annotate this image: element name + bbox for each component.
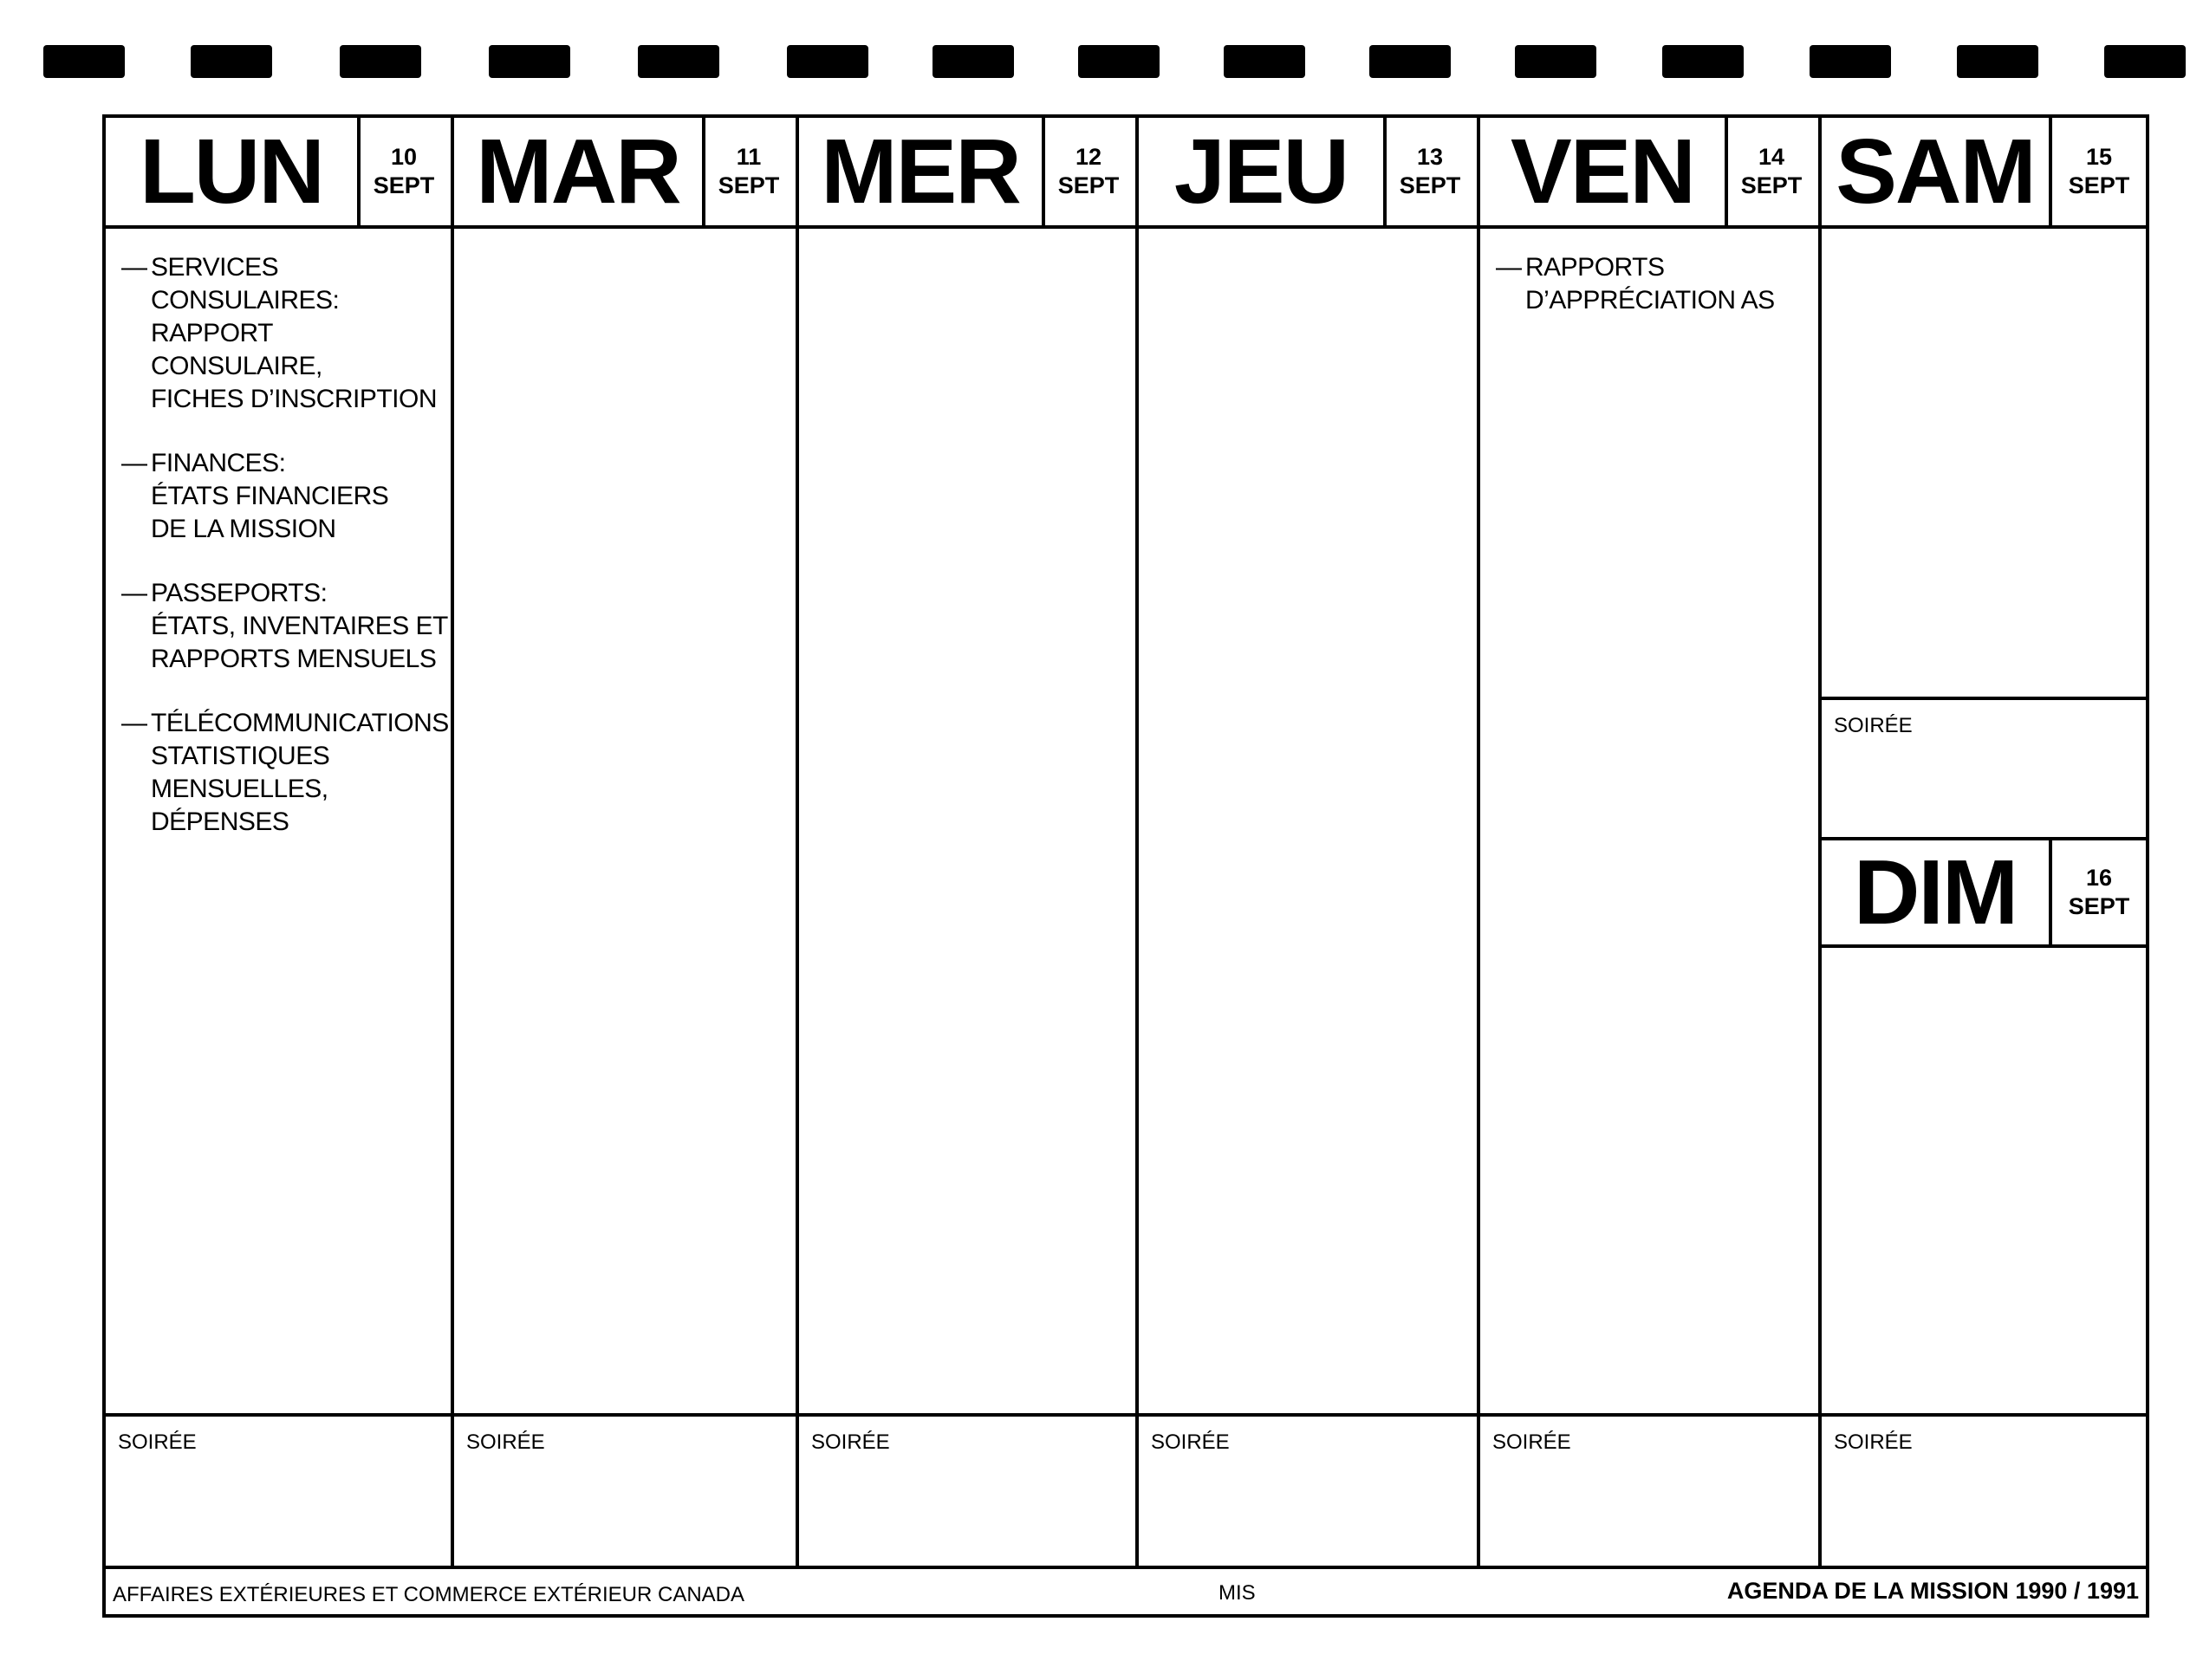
day-date bbox=[1042, 118, 1135, 225]
date-month: SEPT bbox=[373, 172, 435, 198]
day-notes bbox=[1480, 229, 1818, 317]
day-body[interactable] bbox=[1139, 229, 1477, 1413]
day-body[interactable] bbox=[1480, 229, 1818, 348]
date-number: 12 bbox=[1075, 144, 1102, 170]
day-date bbox=[2052, 118, 2146, 225]
day-column-mar bbox=[454, 118, 799, 1569]
date-month: SEPT bbox=[1399, 172, 1461, 198]
binding-hole bbox=[2104, 45, 2186, 78]
day-body[interactable] bbox=[1822, 229, 2146, 697]
binding-hole bbox=[340, 45, 421, 78]
day-header-dim bbox=[1822, 837, 2146, 948]
footer-department: AFFAIRES EXTÉRIEURES ET COMMERCE EXTÉRIEUR CANADA bbox=[113, 1583, 745, 1606]
note-text: RAPPORTS D’APPRÉCIATION AS bbox=[1525, 253, 1775, 315]
day-date bbox=[357, 118, 451, 225]
date-month: SEPT bbox=[1740, 172, 1803, 198]
day-column-mer bbox=[799, 118, 1139, 1569]
date-number: 13 bbox=[1416, 144, 1444, 170]
day-date bbox=[1383, 118, 1477, 225]
soiree-label: SOIRÉE bbox=[118, 1430, 197, 1454]
binding-hole bbox=[1078, 45, 1160, 78]
day-name: SAM bbox=[1822, 118, 2052, 225]
soiree-label: SOIRÉE bbox=[1834, 714, 1913, 737]
date-month: SEPT bbox=[2068, 172, 2130, 198]
note-dash: — bbox=[121, 709, 147, 737]
note-item bbox=[121, 447, 451, 546]
day-name: DIM bbox=[1822, 840, 2052, 944]
day-body-dim[interactable] bbox=[1822, 948, 2146, 1413]
day-body[interactable] bbox=[106, 229, 456, 870]
day-column-jeu bbox=[1139, 118, 1480, 1569]
date-number: 15 bbox=[2085, 144, 2113, 170]
note-dash: — bbox=[121, 449, 147, 477]
binding-hole bbox=[1224, 45, 1305, 78]
day-name: MAR bbox=[454, 118, 705, 225]
footer-code: MIS bbox=[1218, 1581, 1256, 1605]
note-item bbox=[121, 577, 451, 676]
binding-hole bbox=[787, 45, 868, 78]
soiree-box[interactable] bbox=[454, 1413, 796, 1569]
date-month: SEPT bbox=[1057, 172, 1120, 198]
note-text: PASSEPORTS: ÉTATS, INVENTAIRES ET RAPPORTS MENSUELS bbox=[151, 579, 448, 673]
note-dash: — bbox=[121, 253, 147, 282]
date-number: 11 bbox=[736, 144, 762, 170]
soiree-box[interactable] bbox=[799, 1413, 1135, 1569]
day-header bbox=[454, 118, 796, 229]
day-header bbox=[106, 118, 451, 229]
day-name: JEU bbox=[1139, 118, 1387, 225]
agenda-footer bbox=[106, 1566, 2146, 1614]
soiree-box[interactable] bbox=[1139, 1413, 1477, 1569]
day-date bbox=[1725, 118, 1818, 225]
soiree-label: SOIRÉE bbox=[466, 1430, 545, 1454]
day-column-sam-dim bbox=[1822, 118, 2146, 1569]
date-number: 14 bbox=[1758, 144, 1785, 170]
binding-hole bbox=[1810, 45, 1891, 78]
date-month: SEPT bbox=[718, 172, 780, 198]
note-dash: — bbox=[121, 579, 147, 607]
day-header bbox=[1139, 118, 1477, 229]
day-notes bbox=[106, 229, 456, 839]
day-name: LUN bbox=[106, 118, 361, 225]
note-text: SERVICES CONSULAIRES: RAPPORT CONSULAIRE, FICHES D’INSCRIPTION bbox=[151, 253, 438, 413]
day-date bbox=[2052, 840, 2146, 944]
soiree-box[interactable] bbox=[106, 1413, 451, 1569]
weekly-agenda bbox=[102, 114, 2149, 1618]
binding-holes bbox=[0, 0, 2203, 95]
day-column-ven bbox=[1480, 118, 1822, 1569]
footer-title: AGENDA DE LA MISSION 1990 / 1991 bbox=[1726, 1578, 2139, 1604]
binding-hole bbox=[191, 45, 272, 78]
note-dash: — bbox=[1496, 253, 1522, 282]
date-month: SEPT bbox=[2068, 893, 2130, 919]
date-number: 16 bbox=[2085, 865, 2113, 891]
day-header bbox=[799, 118, 1135, 229]
soiree-label: SOIRÉE bbox=[811, 1430, 890, 1454]
day-date bbox=[702, 118, 796, 225]
note-text: TÉLÉCOMMUNICATIONS: STATISTIQUES MENSUELLES, DÉPENSES bbox=[151, 709, 456, 836]
soiree-box[interactable] bbox=[1822, 1413, 2146, 1569]
binding-hole bbox=[638, 45, 719, 78]
day-header bbox=[1480, 118, 1818, 229]
binding-hole bbox=[1662, 45, 1744, 78]
soiree-box[interactable] bbox=[1480, 1413, 1818, 1569]
binding-hole bbox=[1957, 45, 2038, 78]
day-name: VEN bbox=[1480, 118, 1728, 225]
binding-hole bbox=[1369, 45, 1451, 78]
note-item bbox=[121, 707, 456, 839]
binding-hole bbox=[489, 45, 570, 78]
day-body[interactable] bbox=[454, 229, 796, 1413]
date-number: 10 bbox=[390, 144, 418, 170]
binding-hole bbox=[933, 45, 1014, 78]
note-item bbox=[121, 251, 451, 416]
day-name: MER bbox=[799, 118, 1045, 225]
soiree-box[interactable] bbox=[1822, 697, 2146, 840]
day-body[interactable] bbox=[799, 229, 1135, 1413]
binding-hole bbox=[1515, 45, 1596, 78]
soiree-label: SOIRÉE bbox=[1834, 1430, 1913, 1454]
note-item bbox=[1496, 251, 1818, 317]
day-column-lun bbox=[106, 118, 454, 1569]
note-text: FINANCES: ÉTATS FINANCIERS DE LA MISSION bbox=[151, 449, 389, 543]
soiree-label: SOIRÉE bbox=[1492, 1430, 1571, 1454]
day-header bbox=[1822, 118, 2146, 229]
soiree-label: SOIRÉE bbox=[1151, 1430, 1230, 1454]
binding-hole bbox=[43, 45, 125, 78]
